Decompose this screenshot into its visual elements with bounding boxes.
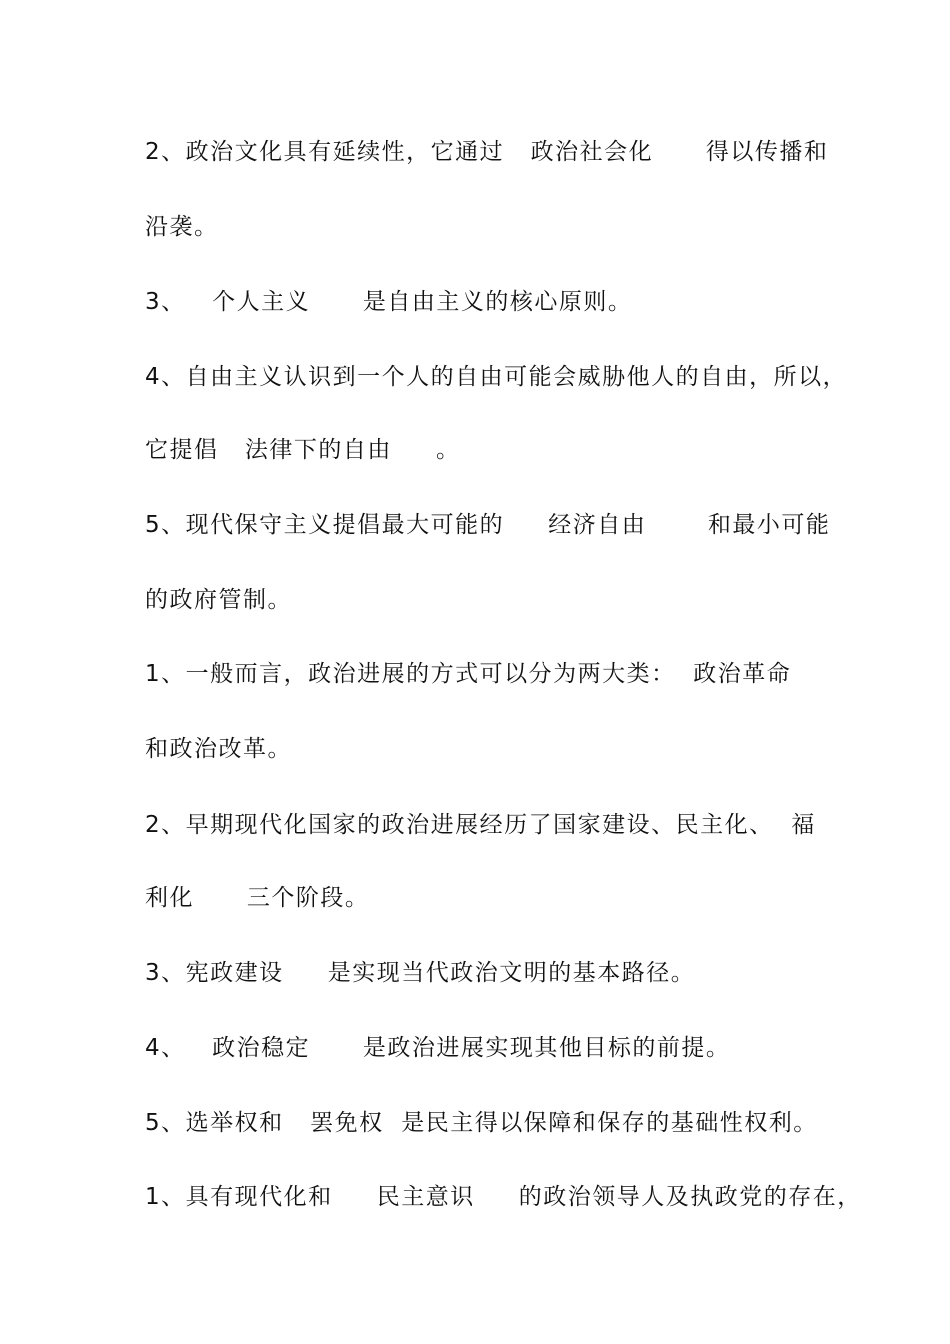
text-line: 沿袭。: [145, 214, 219, 240]
text-line: 1、一般而言，政治进展的方式可以分为两大类： 政治革命: [145, 661, 792, 687]
text-line: 利化 三个阶段。: [145, 885, 370, 911]
text-line: 的政府管制。: [145, 587, 292, 613]
text-line: 4、 政治稳定 是政治进展实现其他目标的前提。: [145, 1035, 731, 1061]
text-line: 2、早期现代化国家的政治进展经历了国家建设、民主化、 福: [145, 812, 816, 838]
text-line: 1、具有现代化和 民主意识 的政治领导人及执政党的存在，: [145, 1184, 862, 1210]
text-line: 3、 个人主义 是自由主义的核心原则。: [145, 289, 633, 315]
text-line: 3、宪政建设 是实现当代政治文明的基本路径。: [145, 960, 696, 986]
text-line: 5、选举权和 罢免权 是民主得以保障和保存的基础性权利。: [145, 1110, 818, 1136]
text-line: 和政治改革。: [145, 736, 292, 762]
text-line: 4、自由主义认识到一个人的自由可能会威胁他人的自由，所以，: [145, 364, 848, 390]
text-line: 5、现代保守主义提倡最大可能的 经济自由 和最小可能: [145, 512, 831, 538]
text-line: 2、政治文化具有延续性，它通过 政治社会化 得以传播和: [145, 139, 829, 165]
text-line: 它提倡 法律下的自由 。: [145, 437, 461, 463]
